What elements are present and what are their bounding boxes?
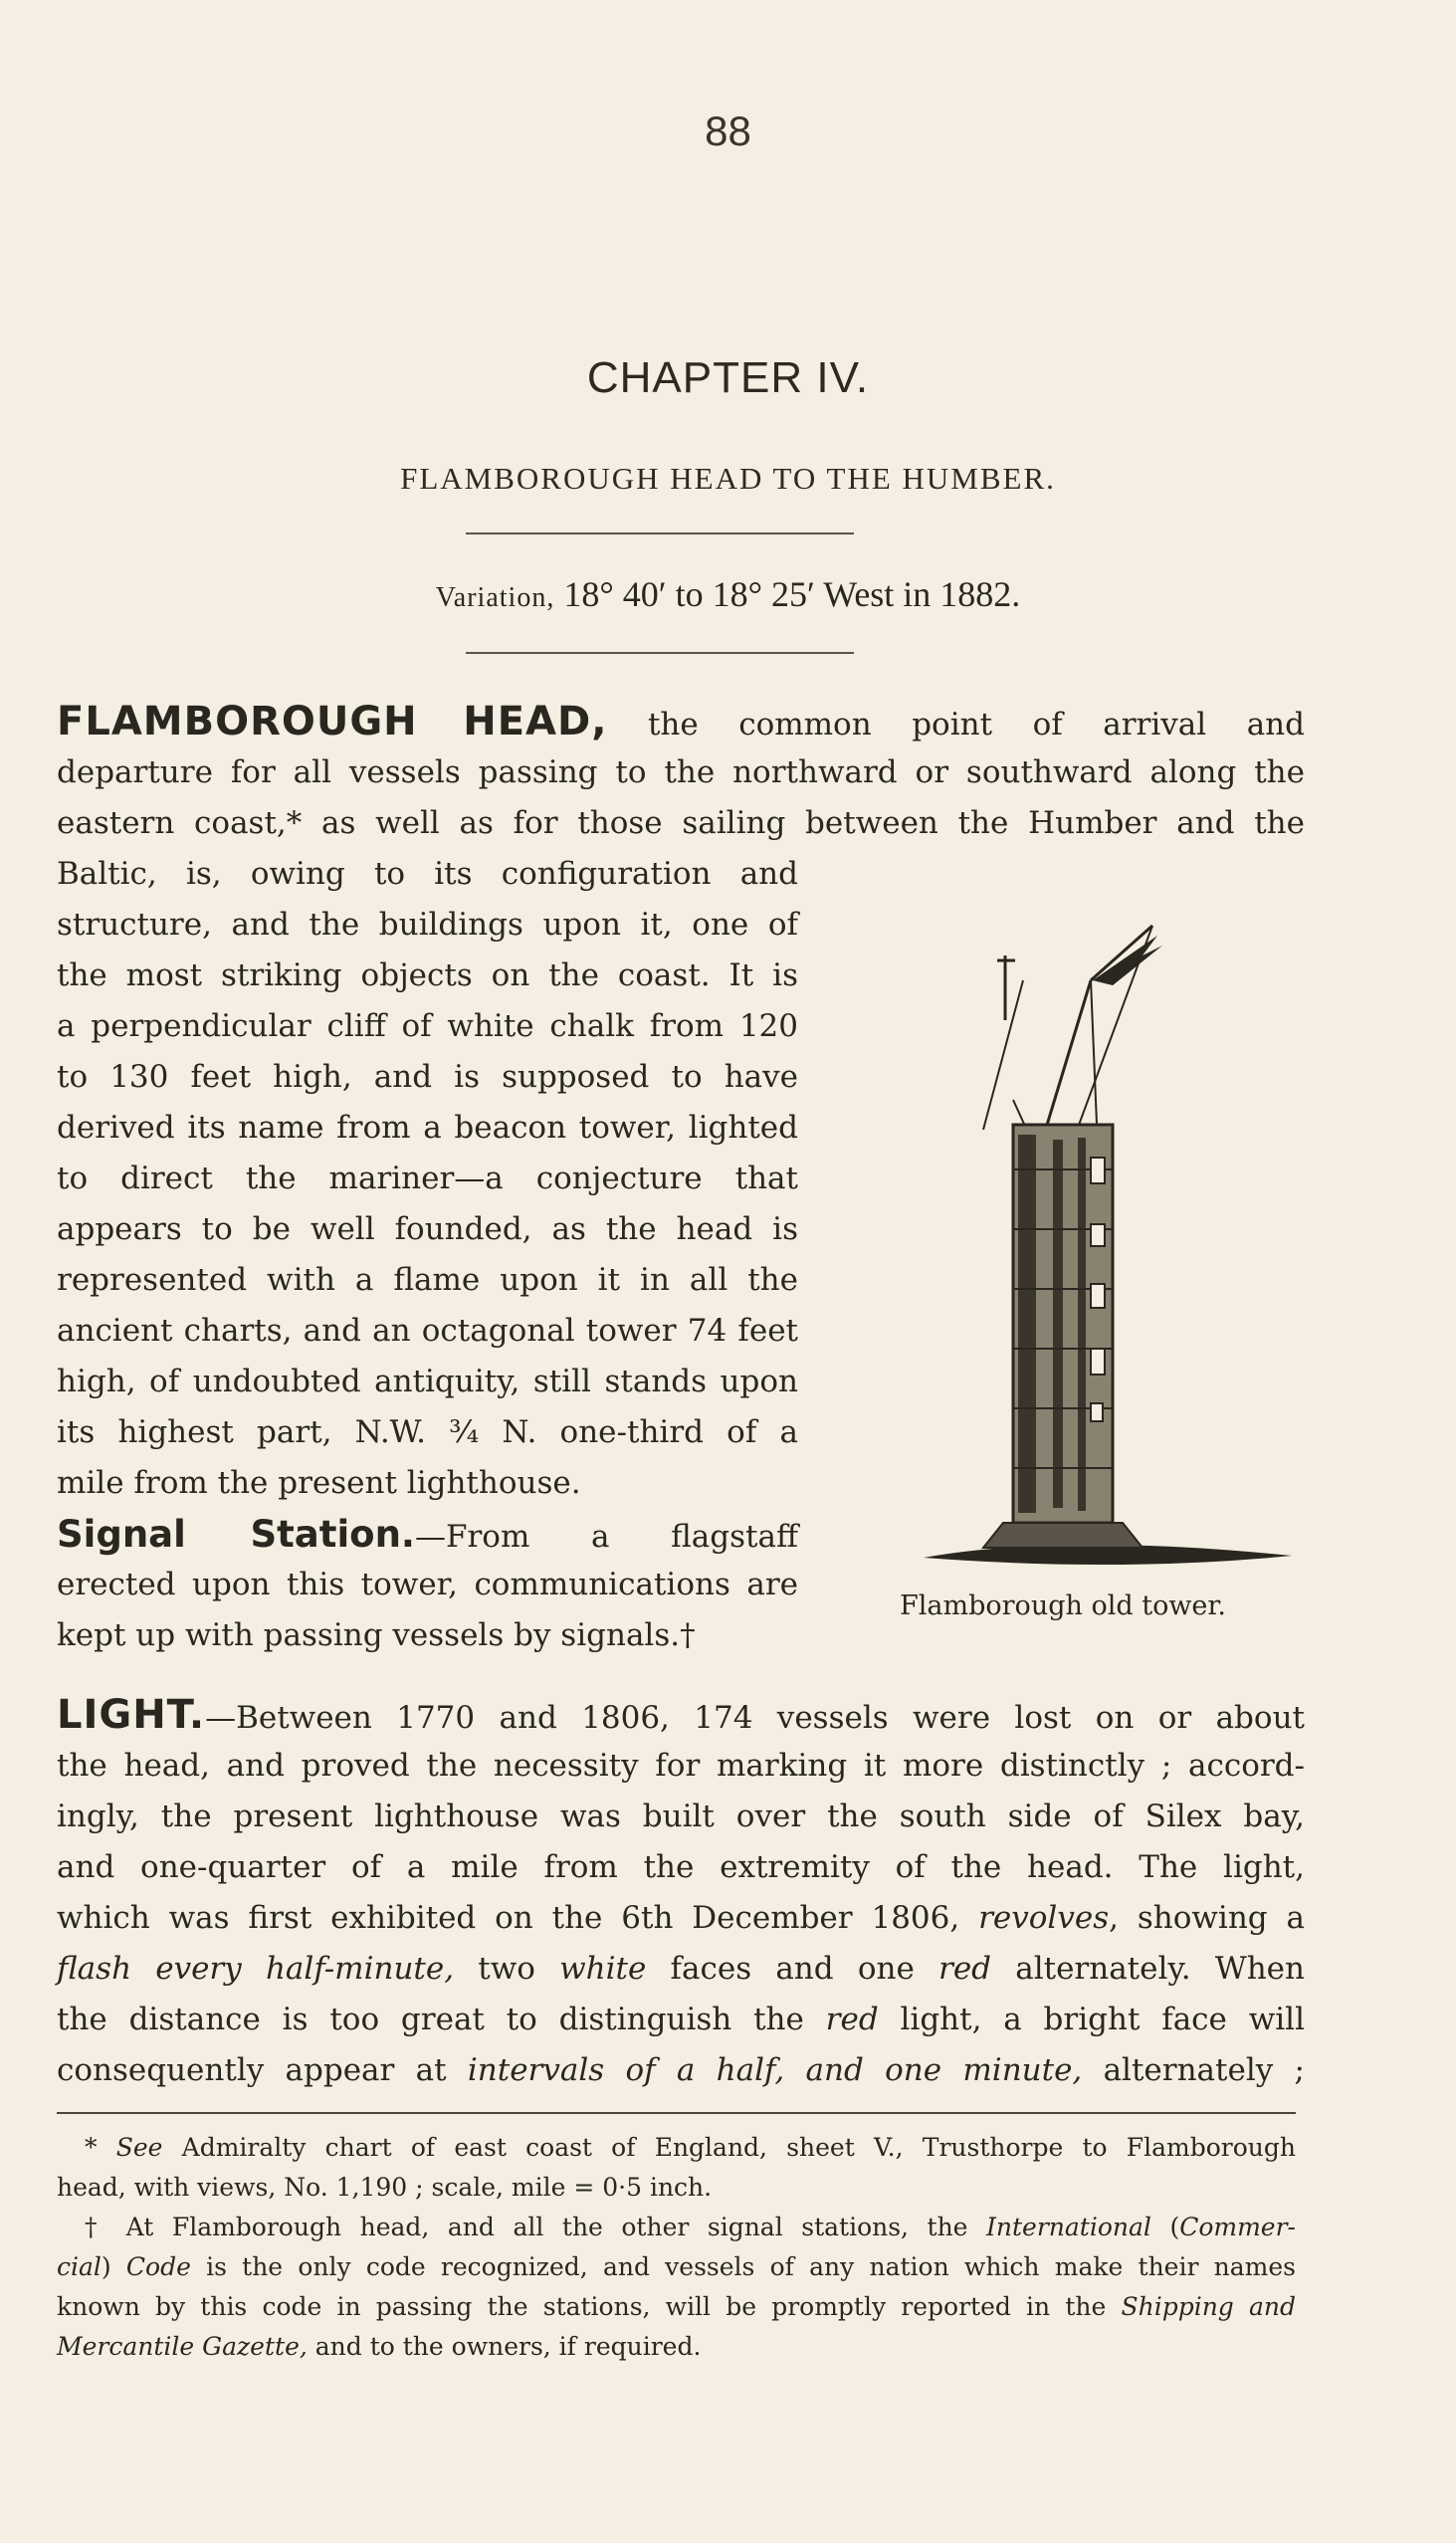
paragraph-line: appears to be well founded, as the head is	[57, 1211, 798, 1247]
paragraph-line: consequently appear at intervals of a half, and one minute, alternately ;	[57, 2052, 1305, 2088]
paragraph-line: FLAMBOROUGH HEAD, the common point of arrival and	[57, 699, 1305, 744]
chapter-title: CHAPTER IV.	[586, 353, 870, 402]
paragraph-line: flash every half-minute, two white faces and one red alternately. When	[57, 1951, 1305, 1987]
paragraph-line: to direct the mariner—a conjecture that	[57, 1161, 798, 1196]
footnote-divider	[57, 2112, 1296, 2114]
signal-station-heading: Signal Station.	[57, 1513, 415, 1556]
footnote-line: † At Flamborough head, and all the other signal stations, the International (Commer-	[85, 2213, 1297, 2241]
variation-label: Variation,	[435, 582, 555, 613]
paragraph-line: Baltic, is, owing to its configuration and	[57, 856, 798, 892]
paragraph-line: the most striking objects on the coast. It is	[57, 957, 798, 993]
paragraph-line: mile from the present lighthouse.	[57, 1465, 581, 1501]
paragraph-line: LIGHT.—Between 1770 and 1806, 174 vessels were lost on or about	[57, 1692, 1305, 1738]
paragraph-line: eastern coast,* as well as for those sailing between the Humber and the	[57, 805, 1305, 841]
paragraph-line: and one-quarter of a mile from the extremity of the head. The light,	[57, 1849, 1305, 1885]
paragraph-line: the head, and proved the necessity for marking it more distinctly ; accord-	[57, 1748, 1305, 1784]
chapter-subtitle: FLAMBOROUGH HEAD TO THE HUMBER.	[400, 461, 1056, 496]
paragraph-line: ingly, the present lighthouse was built over the south side of Silex bay,	[57, 1799, 1305, 1834]
footnotes	[57, 2128, 1296, 2367]
paragraph-line: erected upon this tower, communications are	[57, 1567, 798, 1602]
tower-illustration	[824, 911, 1302, 1637]
paragraph-line: kept up with passing vessels by signals.†	[57, 1617, 696, 1653]
page-number: 88	[705, 107, 751, 154]
flamborough-heading: FLAMBOROUGH HEAD,	[57, 699, 608, 744]
paragraph-line: its highest part, N.W. ¾ N. one-third of a	[57, 1414, 798, 1450]
light-paragraph	[57, 1690, 1305, 2096]
paragraph-line: which was first exhibited on the 6th December 1806, revolves, showing a	[57, 1900, 1305, 1936]
variation-line	[0, 573, 1456, 615]
footnote-line: cial) Code is the only code recognized, and vessels of any nation which make their names	[57, 2252, 1296, 2281]
paragraph-line: to 130 feet high, and is supposed to have	[57, 1059, 798, 1095]
paragraph-line: a perpendicular cliff of white chalk from 120	[57, 1008, 798, 1044]
paragraph-line: departure for all vessels passing to the northward or southward along the	[57, 754, 1305, 790]
paragraph-line: derived its name from a beacon tower, lighted	[57, 1110, 798, 1146]
flag-icon	[1093, 936, 1162, 985]
footnote-line: head, with views, No. 1,190 ; scale, mile = 0·5 inch.	[57, 2173, 713, 2202]
paragraph-line: ancient charts, and an octagonal tower 74 feet	[57, 1313, 798, 1349]
paragraph-line: represented with a flame upon it in all the	[57, 1262, 798, 1298]
footnote-line: Mercantile Gazette, and to the owners, if required.	[57, 2332, 702, 2361]
paragraph-line: structure, and the buildings upon it, one of	[57, 907, 798, 943]
figure-caption: Flamborough old tower.	[900, 1590, 1226, 1621]
paragraph-line: Signal Station.—From a flagstaff	[57, 1513, 798, 1556]
light-heading: LIGHT.	[57, 1692, 206, 1738]
footnote-line: * See Admiralty chart of east coast of England, sheet V., Trusthorpe to Flamborough	[85, 2133, 1296, 2162]
footnote-line: known by this code in passing the stations, will be promptly reported in the Shipping and	[57, 2292, 1296, 2321]
divider-rule-bottom	[466, 652, 854, 654]
divider-rule-top	[466, 532, 854, 534]
paragraph-line: the distance is too great to distinguish the red light, a bright face will	[57, 2002, 1305, 2037]
variation-text: 18° 40′ to 18° 25′ West in 1882.	[554, 574, 1021, 614]
paragraph-line: high, of undoubted antiquity, still stands upon	[57, 1364, 798, 1399]
